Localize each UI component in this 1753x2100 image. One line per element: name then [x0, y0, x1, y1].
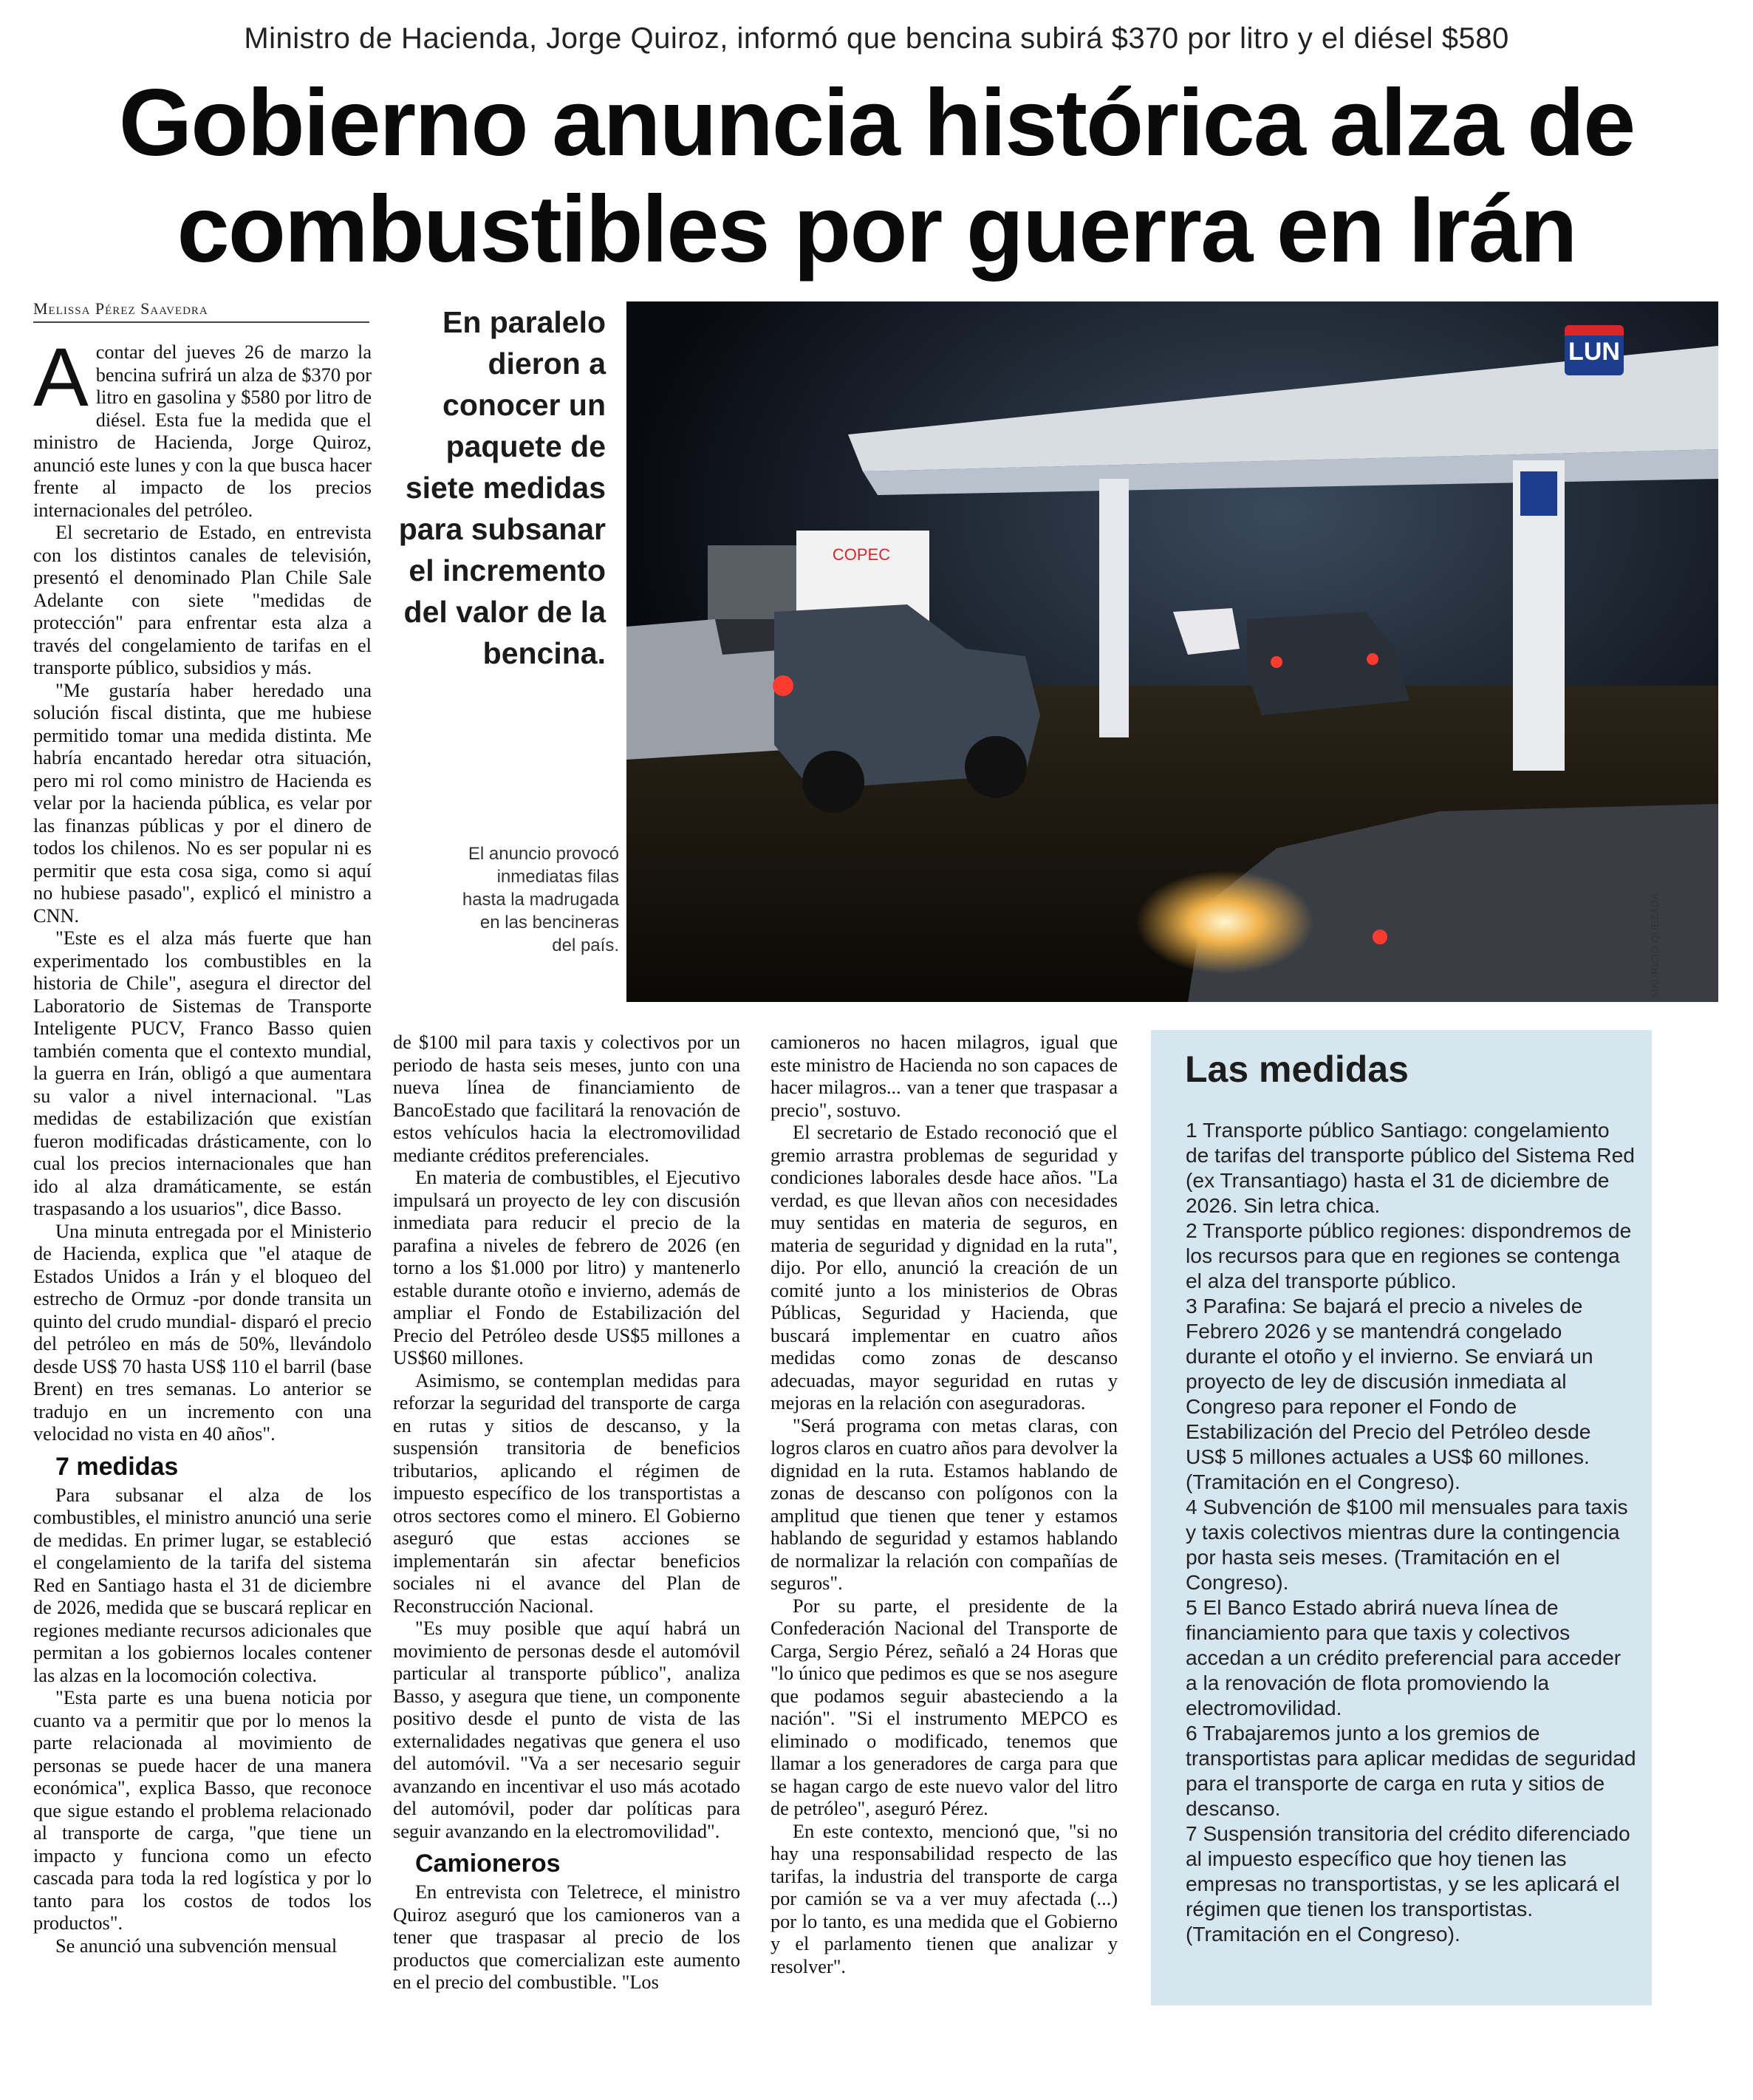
dropcap: A [33, 331, 89, 423]
col2-paragraph: "Es muy posible que aquí habrá un movimiento de personas desde el automóvil particular al transporte público", analiza Basso, y asegura que tiene, un componente positivo desde el punto de vista de las externalidades negativas que genera el uso del automóvil. "Va a ser necesario seguir avanzando en incentivar el uso más acotado del automóvil, poder dar políticas para seguir avanzando en la electromovilidad". [393, 1617, 740, 1842]
medidas-title: Las medidas [1185, 1049, 1409, 1090]
photo-gas-station [626, 301, 1718, 1002]
medida-item: 6 Trabajaremos junto a los gremios de transportistas para aplicar medidas de seguridad para el transporte de carga en ruta y sitios de descanso. [1186, 1721, 1636, 1820]
col1-paragraph: contar del jueves 26 de marzo la bencina sufrirá un alza de $370 por litro en gasolina y $580 por litro de diésel. Esta fue la medida que el ministro de Hacienda, Jorge Quiroz, anunció este lunes y con la que busca hacer frente al impacto de los precios internacionales del petróleo. [33, 341, 372, 521]
col1-paragraph: Se anunció una subvención mensual [55, 1934, 338, 1957]
article-column-1 [33, 331, 372, 1957]
col2-paragraph: Asimismo, se contemplan medidas para reforzar la seguridad del transporte de carga en rutas y sitios de descanso, y la suspensión transitoria de beneficios tributarios, aplicando el régimen de impuesto específico de los transportistas a otros sectores como el minero. El Gobierno aseguró que estas acciones se implementarán sin afectar beneficios sociales ni el avance del Plan de Reconstrucción Nacional. [393, 1369, 740, 1617]
col3-paragraph: Por su parte, el presidente de la Confederación Nacional del Transporte de Carga, Sergio Pérez, señaló a 24 Horas que "lo único que pedimos es que se nos asegure que podamos seguir abasteciendo a la nación". "Si el instrumento MEPCO es eliminado o modificado, tenemos que llamar a los generadores de carga para que se hagan cargo de este nuevo valor del litro de petróleo", aseguró Pérez. [770, 1595, 1118, 1819]
medida-item: 7 Suspensión transitoria del crédito diferenciado al impuesto específico que hoy tienen las empresas no transportistas, y se les aplicará el régimen que tienen los transportistas. (Tramitación en el Congreso). [1186, 1821, 1630, 1946]
col1-paragraph: Para subsanar el alza de los combustibles, el ministro anunció una serie de medidas. En primer lugar, se estableció el congelamiento de la tarifa del sistema Red en Santiago hasta el 31 de diciembre de 2026, medida que se buscará replicar en regiones mediante recursos adicionales que permitan a los gobiernos locales contener las alzas en la locomoción colectiva. [33, 1484, 372, 1686]
col2-paragraph: En entrevista con Teletrece, el ministro Quiroz aseguró que los camioneros van a tener que traspasar al precio de los productos que comercializan este aumento en el precio del combustible. "Los [393, 1881, 740, 1993]
headline-line-2: combustibles por guerra en Irán [177, 177, 1576, 282]
col1-paragraph: "Este es el alza más fuerte que han experimentado los combustibles en la historia de Chile", asegura el director del Laboratorio de Sistemas de Transporte Inteligente PUCV, Franco Basso quien también comenta que el contexto mundial, la guerra en Irán, obligó a que aumentara su valor a nivel internacional. "Las medidas de estabilización que existían fueron modificadas drásticamente, con lo cual los precios internacionales que han ido al alza dramáticamente, se están traspasando a los usuarios", dice Basso. [33, 927, 372, 1219]
kicker: Ministro de Hacienda, Jorge Quiroz, informó que bencina subirá $370 por litro y el diésel $580 [244, 22, 1509, 55]
col3-paragraph: camioneros no hacen milagros, igual que este ministro de Hacienda no son capaces de hacer milagros... van a tener que traspasar a precio", sostuvo. [770, 1032, 1118, 1121]
medida-item: 1 Transporte público Santiago: congelamiento de tarifas del transporte público del Sistema Red (ex Transantiago) hasta el 31 de diciembre de 2026. Sin letra chica. [1186, 1118, 1635, 1217]
medidas-list [1186, 1117, 1636, 1946]
photo-illustration [626, 301, 1718, 1002]
medida-item: 5 El Banco Estado abrirá nueva línea de financiamiento para que taxis y colectivos accedan a un crédito preferencial para acceder a la renovación de flota promoviendo la electromovilidad. [1186, 1595, 1622, 1719]
photo-credit: MAURICIO QUEZADA [1649, 893, 1661, 998]
col1-paragraph: El secretario de Estado, en entrevista con los distintos canales de televisión, presentó el denominado Plan Chile Sale Adelante con siete "medidas de protección" para enfrentar esta alza a través del congelamiento de tarifas en el transporte público, subsidios y más. [33, 522, 372, 678]
col2-paragraph: En materia de combustibles, el Ejecutivo impulsará un proyecto de ley con discusión inmediata para reducir el precio de la parafina a niveles de febrero de 2026 (en torno a los $1.000 por litro) y mantenerlo estable durante otoño e invierno, además de ampliar el Fondo de Estabilización del Precio del Petróleo desde US$5 millones a US$60 millones. [393, 1167, 740, 1368]
article-column-3 [770, 1032, 1118, 1978]
col1-paragraph: "Me gustaría haber heredado una solución fiscal distinta, que me hubiese permitido tomar una medida distinta. Me habría encantado heredar otra situación, pero mi rol como ministro de Hacienda es velar por la hacienda pública, es velar por las finanzas públicas y por el dinero de todos los chilenos. No es ser popular ni es permitir que esta cosa siga, como si aquí no hubiese pasado", explicó el ministro a CNN. [33, 679, 372, 927]
byline: Melissa Pérez Saavedra [33, 299, 369, 323]
col3-paragraph: "Será programa con metas claras, con logros claros en cuatro años para devolver la dignidad en la ruta. Estamos hablando de zonas de descanso con polígonos con la amplitud que tienen que tener y estamos hablando de seguridad y estamos hablando de normalizar la relación con compañías de seguros". [770, 1414, 1118, 1594]
lun-logo: LUN [1565, 325, 1624, 375]
article-column-2 [393, 1032, 740, 1994]
medida-item: 4 Subvención de $100 mil mensuales para taxis y taxis colectivos mientras dure la contingencia por hasta seis meses. (Tramitación en el Congreso). [1186, 1495, 1628, 1594]
col2-paragraph: de $100 mil para taxis y colectivos por un periodo de hasta seis meses, junto con una nueva línea de financiamiento de BancoEstado que facilitará la renovación de estos vehículos hacia la electromovilidad mediante créditos preferenciales. [393, 1032, 740, 1166]
medida-item: 3 Parafina: Se bajará el precio a niveles de Febrero 2026 y se mantendrá congelado durante el otoño y el invierno. Se enviará un proyecto de ley de discusión inmediata al Congreso para reponer el Fondo de Estabilización del Precio del Petróleo desde US$ 5 millones actuales a US$ 60 millones. (Tramitación en el Congreso). [1186, 1294, 1593, 1493]
col1-paragraph: "Esta parte es una buena noticia por cuanto va a permitir que por lo menos la parte relacionada al movimiento de personas se puede hacer de una manera económica", explica Basso, que reconoce que sigue estando el problema relacionado al transporte de carga, "que tiene un impacto y funciona como un efecto cascada para toda la red logística y por lo tanto para los costos de todos los productos". [33, 1687, 372, 1934]
col3-paragraph: El secretario de Estado reconoció que el gremio arrastra problemas de seguridad y condiciones laborales desde hace años. "La verdad, es que llevan años con necesidades muy sentidas en materia de seguros, en materia de seguridad y dignidad en la ruta", dijo. Por ello, anunció la creación de un comité junto a los ministerios de Obras Públicas, Seguridad y Hacienda, que buscará implementar en cuatro años medidas como zonas de descanso adecuadas, mayor seguridad en rutas y mejoras en la relación con aseguradoras. [770, 1122, 1118, 1414]
subhead-camioneros: Camioneros [415, 1850, 561, 1878]
pull-quote: En paralelo dieron a conocer un paquete de siete medidas para subsanar el incremento del valor de la bencina. [398, 305, 606, 670]
medida-item: 2 Transporte público regiones: dispondremos de los recursos para que en regiones se contenga el alza del transporte público. [1186, 1218, 1632, 1292]
station-sign: COPEC [832, 545, 891, 564]
headline [0, 70, 1753, 283]
col3-paragraph: En este contexto, mencionó que, "si no hay una responsabilidad respecto de las tarifas, la industria del transporte de carga por camión se va a ver muy afectada (...) por lo tanto, es una medida que el Gobierno y el parlamento tienen que analizar y resolver". [770, 1820, 1118, 1977]
photo-caption: El anuncio provocó inmediatas filas hasta la madrugada en las bencineras del país. [462, 844, 619, 955]
col1-paragraph: Una minuta entregada por el Ministerio de Hacienda, explica que "el ataque de Estados Unidos a Irán y el bloqueo del estrecho de Ormuz -por donde transita un quinto del crudo mundial- disparó el precio del petróleo en más de 50%, llevándolo desde US$ 70 hasta US$ 110 el barril (base Brent) en tres semanas. Lo anterior se tradujo en un incremento con una velocidad no vista en 40 años". [33, 1220, 372, 1445]
headline-line-1: Gobierno anuncia histórica alza de [118, 70, 1635, 176]
subhead-7-medidas: 7 medidas [55, 1452, 179, 1481]
